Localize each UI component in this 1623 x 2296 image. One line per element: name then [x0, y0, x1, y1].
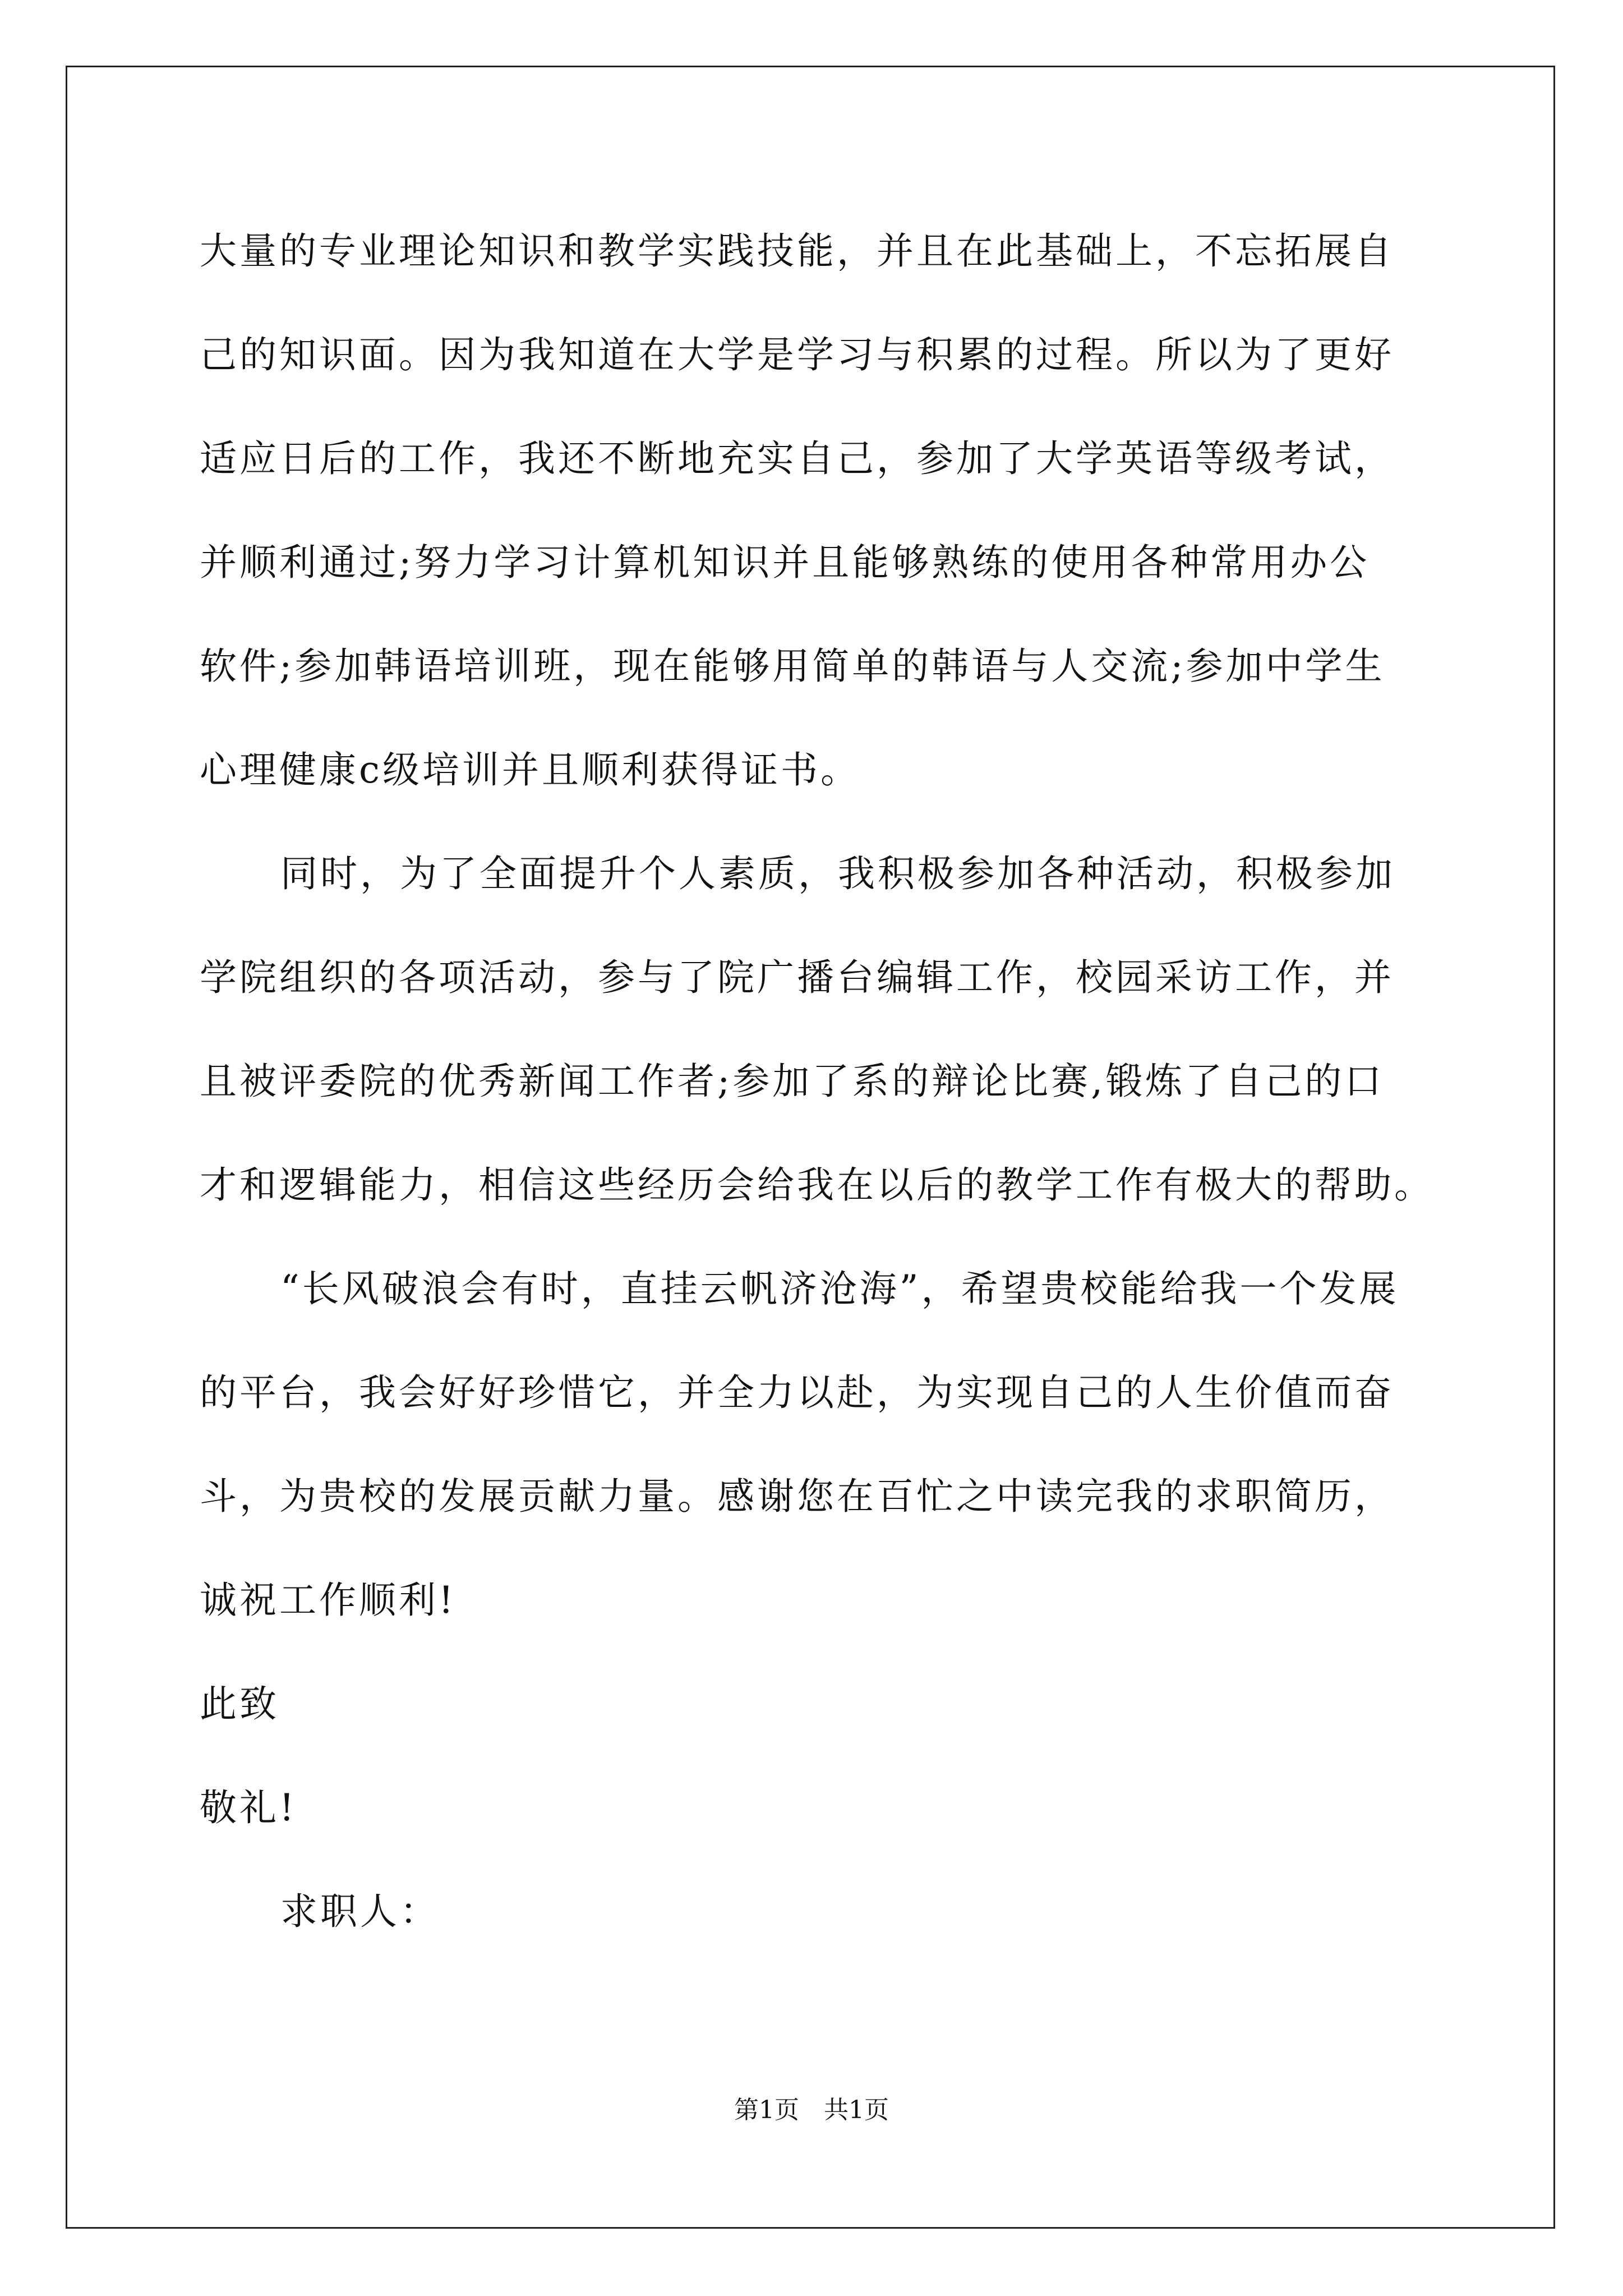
page-footer: 第1页 共1页 [734, 2096, 889, 2124]
body-text-line: “长风破浪会有时，直挂云帆济沧海”，希望贵校能给我一个发展 [280, 1267, 1399, 1310]
body-text-line: 的平台，我会好好珍惜它，并全力以赴，为实现自己的人生价值而奋 [200, 1371, 1394, 1414]
body-text-line: 大量的专业理论知识和教学实践技能，并且在此基础上，不忘拓展自 [200, 229, 1394, 273]
body-text-line: 适应日后的工作，我还不断地充实自己，参加了大学英语等级考试， [200, 437, 1394, 480]
body-text-line: 同时，为了全面提升个人素质，我积极参加各种活动，积极参加 [280, 852, 1395, 895]
signature-label: 求职人： [280, 1890, 440, 1933]
closing-salutation: 此致 [200, 1682, 279, 1726]
body-text-line: 并顺利通过;努力学习计算机知识并且能够熟练的使用各种常用办公 [200, 541, 1370, 584]
body-text-line: 己的知识面。因为我知道在大学是学习与积累的过程。所以为了更好 [200, 333, 1394, 376]
body-text-line: 学院组织的各项活动，参与了院广播台编辑工作，校园采访工作，并 [200, 956, 1394, 999]
closing-regards: 敬礼! [200, 1786, 297, 1829]
body-text-line: 斗，为贵校的发展贡献力量。感谢您在百忙之中读完我的求职简历， [200, 1475, 1394, 1518]
body-text-line: 软件;参加韩语培训班，现在能够用简单的韩语与人交流;参加中学生 [200, 645, 1385, 688]
body-text-line: 且被评委院的优秀新闻工作者;参加了系的辩论比赛,锻炼了自己的口 [200, 1060, 1385, 1103]
body-text-line: 才和逻辑能力，相信这些经历会给我在以后的教学工作有极大的帮助。 [200, 1163, 1434, 1207]
body-text-line: 心理健康c级培训并且顺利获得证书。 [200, 748, 860, 792]
body-text-line: 诚祝工作顺利! [200, 1579, 457, 1622]
